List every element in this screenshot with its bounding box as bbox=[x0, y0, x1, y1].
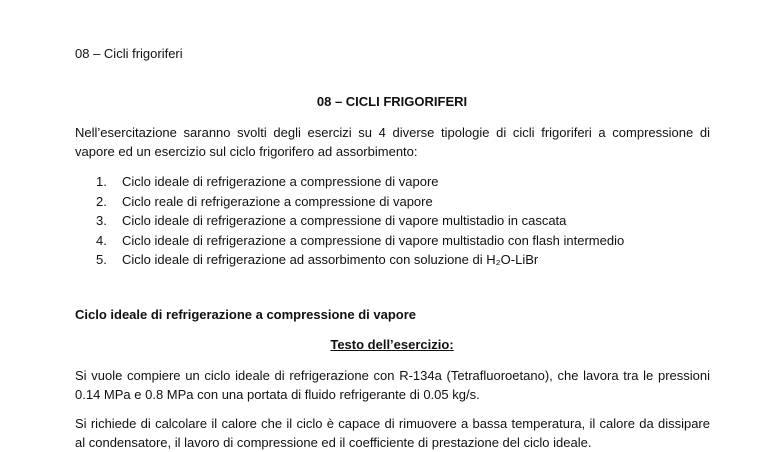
list-item bbox=[96, 192, 624, 212]
document-title: 08 – CICLI FRIGORIFERI bbox=[316, 94, 468, 109]
list-text: Ciclo ideale di refrigerazione a compressione di vapore bbox=[122, 174, 439, 189]
list-number: 4. bbox=[96, 232, 107, 248]
list-text: Ciclo ideale di refrigerazione ad assorbimento con soluzione di bbox=[122, 252, 483, 267]
exercise-title-colon: : bbox=[449, 337, 454, 352]
list-text: Ciclo ideale di refrigerazione a compressione di vapore multistadio con flash intermedio bbox=[122, 232, 625, 248]
exercise-list bbox=[96, 172, 624, 270]
list-item bbox=[96, 172, 624, 192]
chemical-formula: H₂O-LiBr bbox=[486, 252, 539, 267]
list-number: 5. bbox=[96, 252, 107, 267]
list-text: Ciclo ideale di refrigerazione a compressione di vapore multistadio in cascata bbox=[122, 213, 567, 228]
running-header: 08 – Cicli frigoriferi bbox=[75, 46, 183, 61]
list-item bbox=[96, 231, 624, 251]
list-number: 1. bbox=[96, 174, 107, 189]
section-heading: Ciclo ideale di refrigerazione a compressione di vapore bbox=[75, 307, 417, 322]
exercise-paragraph-1: Si vuole compiere un ciclo ideale di refrigerazione con R-134a (Tetrafluoroetano), che lavora tra le pressioni 0.14 MPa e 0.8 MPa con una portata di fluido refrigerante di 0.05 kg/s. bbox=[75, 368, 710, 402]
list-text: Ciclo reale di refrigerazione a compressione di vapore bbox=[122, 193, 433, 209]
list-number: 2. bbox=[96, 193, 107, 209]
exercise-paragraph-2: Si richiede di calcolare il calore che il ciclo è capace di rimuovere a bassa temperatura, il calore da dissipare al condensatore, il lavoro di compressione ed il coefficiente di prestazione del ciclo ideale. bbox=[75, 416, 710, 450]
list-item bbox=[96, 250, 624, 270]
intro-paragraph: Nell’esercitazione saranno svolti degli esercizi su 4 diverse tipologie di cicli frigoriferi a compressione di vapore ed un esercizio sul ciclo frigorifero ad assorbimento: bbox=[75, 125, 710, 159]
exercise-title bbox=[0, 337, 784, 352]
list-number: 3. bbox=[96, 213, 107, 228]
exercise-title-text: Testo dell’esercizio bbox=[330, 337, 450, 352]
list-item bbox=[96, 211, 624, 231]
